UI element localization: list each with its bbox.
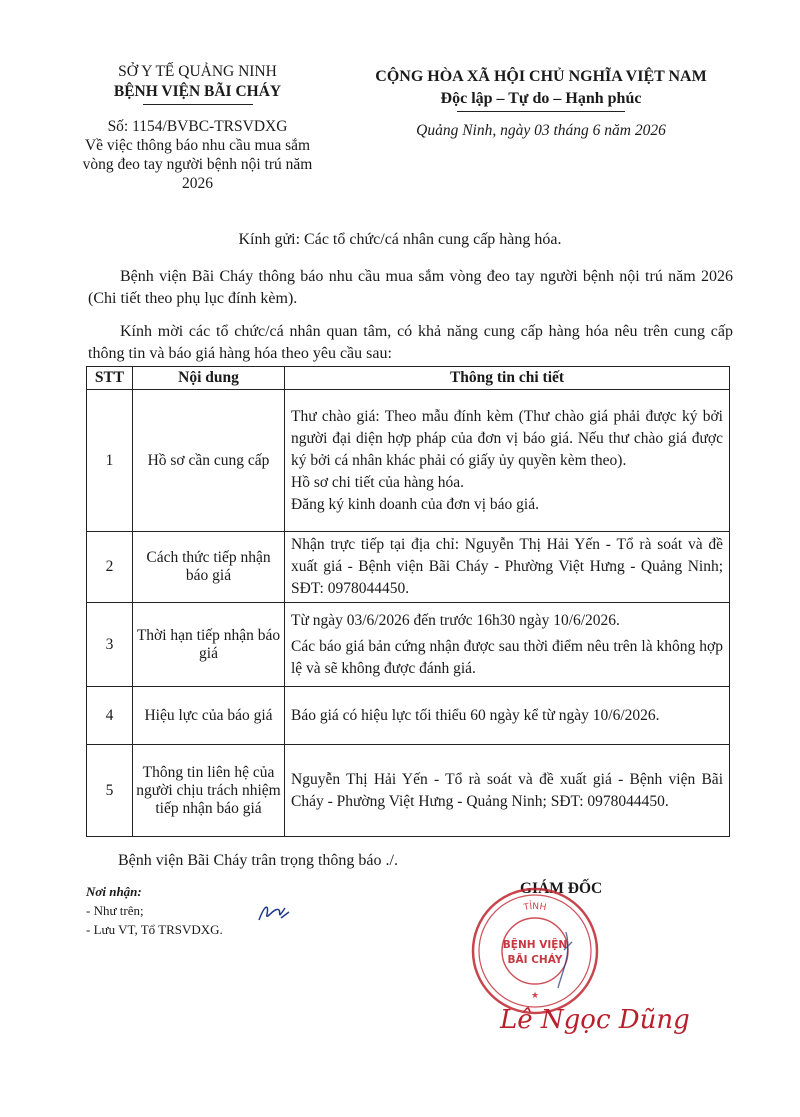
header-content: Nội dung: [133, 367, 285, 390]
recipients-block: [86, 882, 223, 939]
row-content: Thời hạn tiếp nhận báo giá: [133, 603, 285, 687]
seal-line-1: BỆNH VIỆN: [502, 939, 568, 951]
seal-top-text: TỈNH: [522, 901, 547, 914]
row-content: Cách thức tiếp nhận báo giá: [133, 532, 285, 603]
row-number: 1: [87, 390, 133, 532]
intro-paragraph-text: Bệnh viện Bãi Cháy thông báo nhu cầu mua sắm vòng đeo tay người bệnh nội trú năm 2026 (Chi tiết theo phụ lục đính kèm).: [88, 268, 733, 307]
row-number: 2: [87, 532, 133, 603]
recipient-item: - Lưu VT, Tổ TRSVDXG.: [86, 922, 223, 937]
requirements-table: [86, 366, 730, 837]
detail-line: Nguyễn Thị Hải Yến - Tổ rà soát và đề xuất giá - Bệnh viện Bãi Cháy - Phường Việt Hưng - Quảng Ninh; SĐT: 0978044450.: [291, 770, 723, 810]
signer-name: Lê Ngọc Dũng: [500, 1005, 690, 1035]
row-details: [285, 687, 730, 745]
table-header-row: [87, 367, 730, 390]
detail-line: Báo giá có hiệu lực tối thiểu 60 ngày kể từ ngày 10/6/2026.: [291, 706, 660, 724]
place-and-date: Quảng Ninh, ngày 03 tháng 6 năm 2026: [416, 122, 666, 139]
header-divider: [143, 104, 253, 105]
signer-title: GIÁM ĐỐC: [520, 880, 603, 897]
detail-line: Nhận trực tiếp tại địa chỉ: Nguyễn Thị Hải Yến - Tổ rà soát và đề xuất giá - Bệnh viện Bãi Cháy - Phường Việt Hưng - Quảng Ninh; SĐT: 0978044450.: [291, 536, 723, 597]
row-details: [285, 390, 730, 532]
detail-line: Các báo giá bản cứng nhận được sau thời điểm nêu trên là không hợp lệ và sẽ không được đánh giá.: [291, 637, 723, 677]
row-number: 4: [87, 687, 133, 745]
detail-line: Hồ sơ chi tiết của hàng hóa.: [291, 473, 465, 491]
motto-divider: [457, 111, 625, 112]
seal-line-2: BÃI CHÁY: [507, 954, 563, 966]
issuer-block: [80, 62, 315, 193]
national-header: [352, 66, 730, 142]
row-number: 3: [87, 603, 133, 687]
closing-line: Bệnh viện Bãi Cháy trân trọng thông báo ./.: [118, 852, 398, 869]
parent-organization: SỞ Y TẾ QUẢNG NINH: [118, 63, 277, 80]
header-stt: STT: [87, 367, 133, 390]
table-row: [87, 390, 730, 532]
detail-line: Đăng ký kinh doanh của đơn vị báo giá.: [291, 495, 539, 513]
header-details: Thông tin chi tiết: [285, 367, 730, 390]
table-row: [87, 687, 730, 745]
handwritten-initial: [255, 900, 293, 928]
document-subject: Về việc thông báo nhu cầu mua sắm vòng đeo tay người bệnh nội trú năm 2026: [82, 137, 313, 192]
request-paragraph: [88, 321, 733, 365]
organization-name: BỆNH VIỆN BÃI CHÁY: [113, 83, 282, 100]
table-row: [87, 603, 730, 687]
table-row: [87, 532, 730, 603]
recipients-title: Nơi nhận:: [86, 884, 142, 899]
row-content: Thông tin liên hệ của người chịu trách nhiệm tiếp nhận báo giá: [133, 745, 285, 837]
detail-line: Thư chào giá: Theo mẫu đính kèm (Thư chào giá phải được ký bởi người đại diện hợp pháp của đơn vị báo giá. Nếu thư chào giá được ký bởi cá nhân khác phải có giấy ủy quyền kèm theo).: [291, 407, 723, 469]
intro-paragraph: [88, 266, 733, 310]
recipient-line: Kính gửi: Các tổ chức/cá nhân cung cấp hàng hóa.: [238, 231, 562, 248]
row-details: [285, 532, 730, 603]
request-paragraph-text: Kính mời các tổ chức/cá nhân quan tâm, có khả năng cung cấp hàng hóa nêu trên cung cấp thông tin và báo giá hàng hóa theo yêu cầu sau:: [88, 323, 733, 362]
detail-line: Từ ngày 03/6/2026 đến trước 16h30 ngày 10/6/2026.: [291, 611, 620, 629]
national-motto: Độc lập – Tự do – Hạnh phúc: [440, 90, 642, 107]
row-details: [285, 603, 730, 687]
seal-star-icon: ★: [530, 991, 540, 1001]
table-row: [87, 745, 730, 837]
row-content: Hiệu lực của báo giá: [133, 687, 285, 745]
row-content: Hồ sơ cần cung cấp: [133, 390, 285, 532]
official-seal: [468, 884, 602, 1018]
country-name: CỘNG HÒA XÃ HỘI CHỦ NGHĨA VIỆT NAM: [375, 68, 707, 85]
document-number: Số: 1154/BVBC-TRSVDXG: [107, 118, 288, 135]
recipient-item: - Như trên;: [86, 903, 144, 918]
row-details: [285, 745, 730, 837]
row-number: 5: [87, 745, 133, 837]
